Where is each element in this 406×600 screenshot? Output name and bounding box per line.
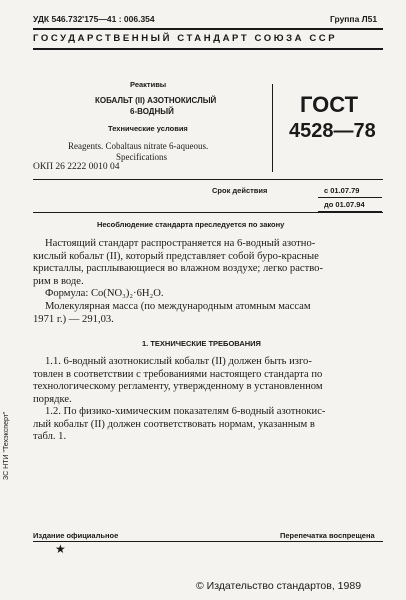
side-watermark-note: ЗС НТИ "Техэксперт": [3, 411, 10, 480]
validity-label: Срок действия: [212, 186, 268, 195]
intro-line: рим в воде.: [33, 275, 84, 287]
legal-notice: Несоблюдение стандарта преследуется по закону: [97, 220, 285, 229]
gost-number: 4528—78: [289, 120, 376, 142]
english-title-line2: Specifications: [116, 152, 167, 162]
english-title-line1: Reagents. Cobaltaus nitrate 6-aqueous.: [68, 141, 209, 151]
group-code: Группа Л51: [330, 14, 378, 24]
formula-line: [33, 288, 373, 301]
formula-value: Co(NO₃)₂·6H₂O.: [90, 288, 164, 300]
footer-reprint-prohibited: Перепечатка воспрещена: [280, 531, 375, 540]
intro-line: кислый кобальт (II), который представляет собой буро-красные: [33, 250, 319, 262]
clause-1-1: [33, 356, 373, 406]
clause-line: товлен в соответствии с требованиями настоящего стандарта по: [33, 368, 323, 380]
formula-label: Формула:: [45, 288, 89, 300]
intro-line: Настоящий стандарт распространяется на 6-водный азотно-: [45, 238, 316, 249]
star-icon: ★: [55, 542, 66, 556]
clause-line: табл. 1.: [33, 431, 67, 443]
footer-official-edition: Издание официальное: [33, 531, 119, 540]
footer-rule: [33, 541, 383, 542]
molar-mass-line: 1971 г.) — 291,03.: [33, 313, 114, 325]
header-rule-bottom: [33, 48, 383, 50]
header-rule-top: [33, 28, 383, 30]
validity-from-underline: [318, 197, 382, 198]
intro-paragraph: [33, 238, 373, 326]
product-name-line1: КОБАЛЬТ (II) АЗОТНОКИСЛЫЙ: [95, 96, 217, 105]
validity-rule-bottom: [33, 212, 383, 213]
intro-line: кристаллы, расплывающиеся во влажном воздухе; легко раство-: [33, 263, 323, 275]
category-label: Реактивы: [130, 80, 167, 89]
product-name-line2: 6-ВОДНЫЙ: [130, 107, 174, 116]
subtitle: Технические условия: [108, 124, 188, 133]
publisher-copyright: © Издательство стандартов, 1989: [196, 580, 362, 592]
validity-from: с 01.07.79: [324, 186, 360, 195]
clause-line: 1.1. 6-водный азотнокислый кобальт (II) должен быть изго-: [45, 356, 312, 367]
gost-box-divider: [272, 84, 273, 172]
clause-line: технологическому регламенту, утвержденному в установленном: [33, 381, 323, 393]
okp-code: ОКП 26 2222 0010 04: [33, 162, 120, 172]
gost-label: ГОСТ: [300, 92, 359, 117]
udk-code: УДК 546.732'175—41 : 006.354: [33, 14, 155, 24]
clause-line: 1.2. По физико-химическим показателям 6-водный азотнокис-: [45, 406, 326, 417]
clause-line: порядке.: [33, 393, 72, 405]
validity-rule-top: [33, 179, 383, 180]
clause-line: лый кобальт (II) должен соответствовать нормам, указанным в: [33, 418, 315, 430]
molar-mass-line: Молекулярная масса (по международным атомным массам: [45, 300, 311, 312]
clause-1-2: [33, 406, 373, 444]
validity-to: до 01.07.94: [324, 200, 365, 209]
standard-title: ГОСУДАРСТВЕННЫЙ СТАНДАРТ СОЮЗА ССР: [33, 33, 338, 44]
section-heading: 1. ТЕХНИЧЕСКИЕ ТРЕБОВАНИЯ: [142, 339, 261, 348]
